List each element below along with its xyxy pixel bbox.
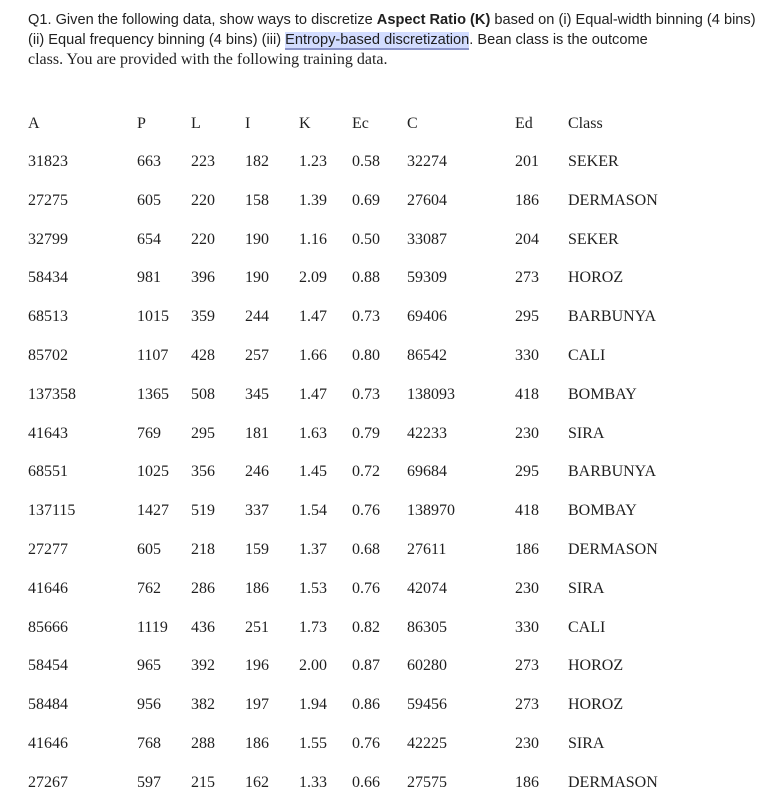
question-outcome: . Bean class is the outcome: [469, 32, 648, 48]
column-header: Ed: [515, 115, 533, 132]
table-cell: 218: [191, 541, 215, 558]
table-cell: 981: [137, 269, 161, 286]
table-cell: 0.80: [352, 347, 380, 364]
table-cell: 197: [245, 696, 269, 713]
table-cell: 1107: [137, 347, 169, 364]
table-cell: 86305: [407, 619, 447, 636]
table-cell: 162: [245, 774, 269, 791]
table-cell: 288: [191, 735, 215, 752]
table-cell: SEKER: [568, 231, 619, 248]
table-cell: CALI: [568, 347, 606, 364]
table-cell: 190: [245, 269, 269, 286]
table-cell: 0.50: [352, 231, 380, 248]
table-cell: 138970: [407, 502, 455, 519]
table-cell: 663: [137, 153, 161, 170]
table-cell: 769: [137, 425, 161, 442]
table-cell: 86542: [407, 347, 447, 364]
table-cell: 0.73: [352, 386, 380, 403]
table-cell: 519: [191, 502, 215, 519]
aspect-ratio-term: Aspect Ratio (K): [376, 12, 491, 28]
table-cell: 1.54: [299, 502, 327, 519]
table-cell: 1.47: [299, 386, 327, 403]
table-cell: 1015: [137, 308, 169, 325]
table-cell: 181: [245, 425, 269, 442]
table-cell: 762: [137, 580, 161, 597]
table-cell: 330: [515, 347, 539, 364]
table-cell: 0.76: [352, 502, 380, 519]
table-cell: SEKER: [568, 153, 619, 170]
table-cell: 58454: [28, 657, 68, 674]
table-cell: DERMASON: [568, 774, 658, 791]
table-cell: 1.55: [299, 735, 327, 752]
table-cell: 392: [191, 657, 215, 674]
table-cell: 0.87: [352, 657, 380, 674]
table-cell: 1.47: [299, 308, 327, 325]
table-cell: 273: [515, 269, 539, 286]
table-cell: 41646: [28, 735, 68, 752]
table-cell: 85702: [28, 347, 68, 364]
table-cell: 41646: [28, 580, 68, 597]
table-cell: 428: [191, 347, 215, 364]
column-header: L: [191, 115, 201, 132]
table-cell: 158: [245, 192, 269, 209]
table-cell: 27604: [407, 192, 447, 209]
table-cell: 42074: [407, 580, 447, 597]
table-cell: 85666: [28, 619, 68, 636]
table-cell: BARBUNYA: [568, 308, 657, 325]
table-cell: DERMASON: [568, 541, 658, 558]
table-cell: 418: [515, 386, 539, 403]
table-cell: 230: [515, 580, 539, 597]
table-cell: 273: [515, 657, 539, 674]
table-cell: 1119: [137, 619, 168, 636]
column-header: P: [137, 115, 146, 132]
question-text: [28, 10, 768, 70]
table-cell: 956: [137, 696, 161, 713]
table-cell: 186: [245, 735, 269, 752]
table-cell: 0.86: [352, 696, 380, 713]
table-cell: 186: [515, 774, 539, 791]
table-cell: 223: [191, 153, 215, 170]
table-cell: 1427: [137, 502, 169, 519]
question-methods: based on (i) Equal-width binning (4 bins) (ii) Equal frequency binning (4 bins) (iii): [28, 12, 756, 48]
table-cell: 215: [191, 774, 215, 791]
table-cell: 2.00: [299, 657, 327, 674]
table-cell: 0.88: [352, 269, 380, 286]
table-cell: 68513: [28, 308, 68, 325]
table-cell: DERMASON: [568, 192, 658, 209]
table-cell: SIRA: [568, 425, 605, 442]
table-cell: 27275: [28, 192, 68, 209]
table-cell: 32799: [28, 231, 68, 248]
table-cell: 0.79: [352, 425, 380, 442]
table-cell: 1.53: [299, 580, 327, 597]
table-cell: 1.23: [299, 153, 327, 170]
table-cell: 1.39: [299, 192, 327, 209]
table-cell: 31823: [28, 153, 68, 170]
table-cell: 0.68: [352, 541, 380, 558]
table-cell: BOMBAY: [568, 386, 637, 403]
table-cell: 1.45: [299, 463, 327, 480]
table-cell: 418: [515, 502, 539, 519]
question-training-note: class. You are provided with the following training data.: [28, 51, 388, 68]
table-cell: 159: [245, 541, 269, 558]
column-header: C: [407, 115, 418, 132]
table-cell: 337: [245, 502, 269, 519]
table-cell: 32274: [407, 153, 447, 170]
table-cell: 27611: [407, 541, 447, 558]
table-cell: 359: [191, 308, 215, 325]
table-cell: 137115: [28, 502, 76, 519]
table-cell: 1.94: [299, 696, 327, 713]
table-cell: 69406: [407, 308, 447, 325]
table-cell: 69684: [407, 463, 447, 480]
table-cell: 230: [515, 425, 539, 442]
table-cell: 0.58: [352, 153, 380, 170]
table-cell: 186: [245, 580, 269, 597]
table-cell: 230: [515, 735, 539, 752]
table-cell: 204: [515, 231, 539, 248]
table-cell: 186: [515, 192, 539, 209]
column-header: A: [28, 115, 40, 132]
table-cell: 182: [245, 153, 269, 170]
table-cell: 508: [191, 386, 215, 403]
table-cell: 27277: [28, 541, 68, 558]
table-cell: 356: [191, 463, 215, 480]
table-cell: 138093: [407, 386, 455, 403]
table-cell: 0.76: [352, 580, 380, 597]
table-cell: 273: [515, 696, 539, 713]
table-cell: 58484: [28, 696, 68, 713]
table-cell: 0.72: [352, 463, 380, 480]
table-cell: 1.73: [299, 619, 327, 636]
table-cell: SIRA: [568, 735, 605, 752]
table-cell: 42233: [407, 425, 447, 442]
table-cell: 295: [191, 425, 215, 442]
table-cell: 597: [137, 774, 161, 791]
table-cell: 41643: [28, 425, 68, 442]
table-cell: 1025: [137, 463, 169, 480]
table-cell: 33087: [407, 231, 447, 248]
table-cell: 654: [137, 231, 161, 248]
table-cell: 137358: [28, 386, 76, 403]
table-cell: 251: [245, 619, 269, 636]
table-cell: 605: [137, 192, 161, 209]
table-cell: 1.16: [299, 231, 327, 248]
column-header: Ec: [352, 115, 369, 132]
table-cell: 42225: [407, 735, 447, 752]
table-cell: HOROZ: [568, 657, 624, 674]
table-cell: 27267: [28, 774, 68, 791]
table-cell: 0.69: [352, 192, 380, 209]
table-cell: 68551: [28, 463, 68, 480]
table-cell: 1.63: [299, 425, 327, 442]
table-cell: HOROZ: [568, 269, 624, 286]
table-cell: 27575: [407, 774, 447, 791]
column-header: K: [299, 115, 311, 132]
table-cell: 330: [515, 619, 539, 636]
table-cell: 196: [245, 657, 269, 674]
table-cell: 1.66: [299, 347, 327, 364]
table-cell: 59309: [407, 269, 447, 286]
table-cell: 396: [191, 269, 215, 286]
table-cell: CALI: [568, 619, 606, 636]
table-cell: 295: [515, 463, 539, 480]
entropy-highlight[interactable]: Entropy-based discretization: [285, 32, 470, 48]
column-header: Class: [568, 115, 603, 132]
table-cell: 1.33: [299, 774, 327, 791]
table-cell: 201: [515, 153, 539, 170]
table-cell: 244: [245, 308, 269, 325]
table-cell: 345: [245, 386, 269, 403]
table-cell: 0.73: [352, 308, 380, 325]
table-cell: 605: [137, 541, 161, 558]
table-cell: 257: [245, 347, 269, 364]
table-cell: 59456: [407, 696, 447, 713]
table-cell: 0.66: [352, 774, 380, 791]
table-cell: 220: [191, 192, 215, 209]
column-header: I: [245, 115, 251, 132]
table-cell: HOROZ: [568, 696, 624, 713]
table-cell: 295: [515, 308, 539, 325]
table-cell: 2.09: [299, 269, 327, 286]
table-cell: 246: [245, 463, 269, 480]
table-cell: 0.82: [352, 619, 380, 636]
table-cell: 220: [191, 231, 215, 248]
table-cell: 58434: [28, 269, 68, 286]
table-cell: 0.76: [352, 735, 380, 752]
table-cell: BARBUNYA: [568, 463, 657, 480]
table-cell: 1365: [137, 386, 169, 403]
table-cell: 768: [137, 735, 161, 752]
table-cell: 1.37: [299, 541, 327, 558]
table-cell: SIRA: [568, 580, 605, 597]
table-cell: 436: [191, 619, 215, 636]
table-cell: 965: [137, 657, 161, 674]
table-cell: BOMBAY: [568, 502, 637, 519]
table-cell: 190: [245, 231, 269, 248]
question-intro: Q1. Given the following data, show ways to discretize: [28, 12, 377, 28]
table-cell: 382: [191, 696, 215, 713]
table-cell: 286: [191, 580, 215, 597]
table-cell: 186: [515, 541, 539, 558]
table-cell: 60280: [407, 657, 447, 674]
